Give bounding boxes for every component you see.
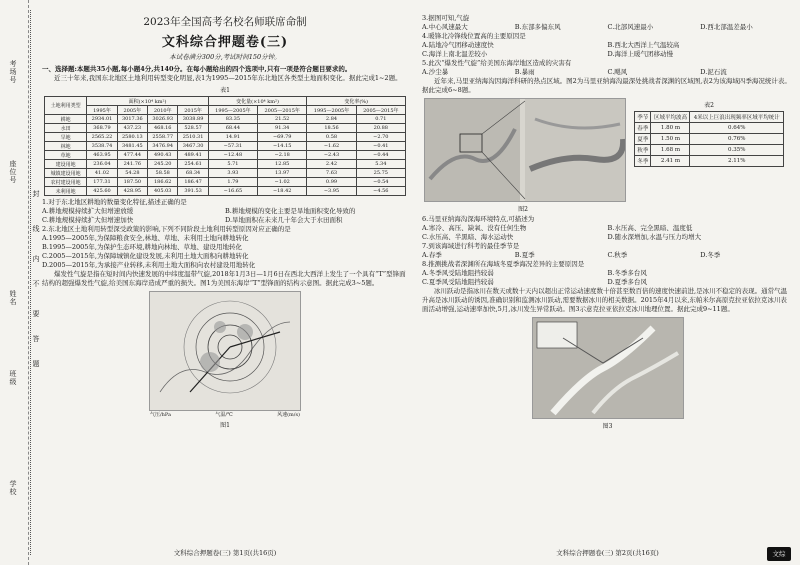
th-year: 2005年 xyxy=(117,106,147,115)
margin-label-name: 姓名 xyxy=(9,290,17,306)
legend-pressure: 气压/hPa xyxy=(150,412,172,418)
q7-options xyxy=(422,251,793,260)
table-cell: −3.95 xyxy=(307,187,356,196)
q1-options xyxy=(42,207,408,225)
table-cell: 2565.22 xyxy=(87,133,117,142)
q5-option[interactable]: A.沙尘暴 xyxy=(422,68,449,76)
table-cell: 0.99 xyxy=(307,178,356,187)
figure-2-row xyxy=(420,98,795,215)
q3-option[interactable]: A.中心风速最大 xyxy=(422,23,468,31)
table-row xyxy=(635,156,784,167)
cut-line xyxy=(30,10,39,555)
season-label: 夏季 xyxy=(635,134,651,145)
table-row xyxy=(45,178,406,187)
row-label: 草地 xyxy=(45,151,87,160)
exam-series-title: 2023年全国高考名校名师联席命制 xyxy=(143,16,307,28)
th-period: 2005—2015年 xyxy=(356,106,405,115)
figure-3-glacier-map xyxy=(532,317,684,419)
table-cell: 3026.93 xyxy=(148,115,178,124)
q1-stem: 1.对于东北地区耕地的数量变化特征,描述正确的是 xyxy=(42,198,187,206)
table-cell: 3476.94 xyxy=(148,142,178,151)
table-cell: −2.18 xyxy=(258,151,307,160)
table-cell: 1.50 m xyxy=(651,134,690,145)
table-row xyxy=(635,134,784,145)
q3-stem: 3.据图可知,气旋 xyxy=(422,14,470,22)
figure-1-caption: 图1 xyxy=(220,422,230,429)
q5-option[interactable]: B.暴雨 xyxy=(514,68,535,76)
table-cell: 368.79 xyxy=(87,124,117,133)
figure-2-block xyxy=(420,98,626,215)
table-cell: 477.44 xyxy=(117,151,147,160)
cut-char: 线 xyxy=(32,225,40,233)
table-cell: 7.63 xyxy=(307,169,356,178)
passage-1: 近三十年来,我国东北地区土地利用转型变化明显,表1为1995—2015年东北地区各类型土地面积变化。据此完成1~2题。 xyxy=(54,74,402,82)
table-cell: 428.95 xyxy=(117,187,147,196)
q8-option[interactable]: C.夏季风受陆地阻挡较弱 xyxy=(422,278,494,286)
legend-wind: 风速(m/s) xyxy=(277,412,300,418)
figure-3-caption: 图3 xyxy=(602,423,613,430)
th-area: 面积(×10⁴ km²) xyxy=(87,97,208,106)
t2-header: 区域平均波高 xyxy=(651,112,690,123)
trench-satellite-map xyxy=(425,99,625,201)
q6-stem: 6.马里亚纳海沟深海环境特点,可描述为 xyxy=(422,215,535,223)
passage-3: 近年来,马里亚纳海沟因海洋科研的热点区域。图2为马里亚纳海沟最深处挑战者深渊的区域图,表2为该海域四季海况统计表。据此完成6~8题。 xyxy=(422,77,791,94)
table-cell: 3538.74 xyxy=(87,142,117,151)
table2-caption: 表2 xyxy=(704,102,714,109)
q8-options xyxy=(422,269,793,287)
table-cell: −69.79 xyxy=(258,133,307,142)
table-cell: 2.11% xyxy=(690,156,784,167)
table-cell: −18.42 xyxy=(258,187,307,196)
margin-label-class: 班级 xyxy=(9,370,17,386)
table-cell: 1.80 m xyxy=(651,123,690,134)
row-label: 建设用地 xyxy=(45,160,87,169)
table-cell: 0.76% xyxy=(690,134,784,145)
q3-option[interactable]: D.西北部温差最小 xyxy=(700,23,753,31)
q6-option[interactable]: A.寒冷、高压、缺氧、没有任何生物 xyxy=(422,224,527,232)
table-cell: 245.20 xyxy=(148,160,178,169)
table-cell: −14.15 xyxy=(258,142,307,151)
q6-option[interactable]: C.水压高、半黑暗、海水运动快 xyxy=(422,233,514,241)
q4-stem: 4.暖锋北冷锋线位置高的主要原因是 xyxy=(422,32,526,40)
q4-option[interactable]: C.海洋上南北温差较小 xyxy=(422,50,488,58)
passage-2: 爆发性气旋是指在短时间内快速发展的中纬度温带气旋,2018年1月3日—1月6日在西北大西洋上发生了一个具有“T”型锋面结构的超强爆发性气旋,给美国东海岸造成严重的损失。图1为美国东海岸“T”型锋面的结构示意图。据此完成3~5题。 xyxy=(42,270,406,287)
table-cell: 391.53 xyxy=(178,187,208,196)
table-cell: 18.56 xyxy=(307,124,356,133)
q5-options xyxy=(422,68,793,77)
table-cell: 254.61 xyxy=(178,160,208,169)
table-row xyxy=(45,151,406,160)
table-cell: 1.68 m xyxy=(651,145,690,156)
q1-option[interactable]: B.耕地规模的变化主要是旱地面积变化导致的 xyxy=(225,207,356,215)
q2-stem: 2.东北地区土地利用转型深受政策的影响,下列不同阶段土地利用转型原因对应正确的是 xyxy=(42,225,291,233)
q7-stem: 7.到该海域进行科考的最佳季节是 xyxy=(422,242,520,250)
table-cell: 3467.30 xyxy=(178,142,208,151)
th-change: 变化量(×10⁴ km²) xyxy=(208,97,307,106)
table-cell: 425.60 xyxy=(87,187,117,196)
table-cell: 468.16 xyxy=(148,124,178,133)
cut-char: 题 xyxy=(32,360,40,368)
page-left xyxy=(40,0,410,565)
q5-option[interactable]: C.飓风 xyxy=(607,68,628,76)
table-cell: 20.88 xyxy=(356,124,405,133)
legend-temperature: 气温/℃ xyxy=(215,412,233,418)
table-cell: 437.23 xyxy=(117,124,147,133)
table-cell: 236.04 xyxy=(87,160,117,169)
row-label: 耕地 xyxy=(45,115,87,124)
table-cell: 58.58 xyxy=(148,169,178,178)
q2-option[interactable]: D.2005—2015年,为承接产业转移,未利用土地大面积向农村建设用地转化 xyxy=(42,261,256,269)
table-cell: 0.58 xyxy=(307,133,356,142)
q2-option[interactable]: C.2005—2015年,为保障城镇化建设发展,未利用土地大面积向耕地转化 xyxy=(42,252,249,260)
cut-char: 内 xyxy=(32,255,40,263)
th-rate: 变化率(%) xyxy=(307,97,406,106)
table-cell: 21.52 xyxy=(258,115,307,124)
q1-option[interactable]: C.耕地规模持续扩大但增速加快 xyxy=(42,216,134,224)
table-row xyxy=(635,145,784,156)
table-cell: 2934.01 xyxy=(87,115,117,124)
cyclone-contour-map xyxy=(150,292,300,410)
q5-stem: 5.此次“爆发性气旋”给美国东海岸地区造成的灾害有 xyxy=(422,59,572,67)
q6-options xyxy=(422,224,793,242)
figure-1-legend xyxy=(150,411,300,418)
table-cell: 3038.89 xyxy=(178,115,208,124)
q3-option[interactable]: C.北部风速最小 xyxy=(607,23,654,31)
figure-2-trench-map xyxy=(424,98,626,202)
table-cell: 177.31 xyxy=(87,178,117,187)
cut-char: 答 xyxy=(32,335,40,343)
margin-label-school: 学校 xyxy=(9,480,17,496)
table-cell: 14.91 xyxy=(208,133,257,142)
q4-option[interactable]: A.陆地冷气团移动速度快 xyxy=(422,41,494,49)
table-row xyxy=(45,115,406,124)
table-cell: 186.47 xyxy=(178,178,208,187)
q7-option[interactable]: B.夏季 xyxy=(514,251,535,259)
q2-options xyxy=(42,234,408,270)
q6-option[interactable]: B.水压高、完全黑暗、温度低 xyxy=(607,224,693,232)
sea-state-table xyxy=(634,111,784,167)
q3-options xyxy=(422,23,793,32)
table1-caption: 表1 xyxy=(220,87,230,94)
row-label: 水田 xyxy=(45,124,87,133)
table-cell: −0.44 xyxy=(356,151,405,160)
figure-2-caption: 图2 xyxy=(518,206,528,213)
table-cell: 25.75 xyxy=(356,169,405,178)
section-heading: 一、选择题:本题共35小题,每小题4分,共140分。在每小题给出的四个选项中,只有一项是符合题目要求的。 xyxy=(42,65,352,73)
table-cell: 2.41 m xyxy=(651,156,690,167)
table-cell: −0.54 xyxy=(356,178,405,187)
table-cell: −12.48 xyxy=(208,151,257,160)
q8-option[interactable]: B.冬季多台风 xyxy=(607,269,647,277)
table-cell: 241.76 xyxy=(117,160,147,169)
table-cell: 2580.13 xyxy=(117,133,147,142)
table-row xyxy=(45,133,406,142)
season-label: 秋季 xyxy=(635,145,651,156)
table-cell: 41.02 xyxy=(87,169,117,178)
glacier-satellite-map xyxy=(533,318,683,418)
q8-stem: 8.推测挑战者深渊所在海域冬夏季海况差异的主要原因是 xyxy=(422,260,585,268)
cut-char: 不 xyxy=(32,280,40,288)
q1-option[interactable]: A.耕地规模持续扩大但增速放缓 xyxy=(42,207,134,215)
table-cell: −16.65 xyxy=(208,187,257,196)
table-cell: 2510.31 xyxy=(178,133,208,142)
q8-option[interactable]: D.夏季多台风 xyxy=(607,278,648,286)
q1-option[interactable]: D.旱地面积在未来几十年会大于水田面积 xyxy=(225,216,343,224)
table-cell: 463.95 xyxy=(87,151,117,160)
binding-margin xyxy=(0,0,29,565)
exam-title: 文科综合押题卷(三) xyxy=(161,35,289,50)
q2-option[interactable]: B.1995—2005年,为保护生态环境,耕地向林地、草地、建设用地转化 xyxy=(42,243,243,251)
table-cell: 0.35% xyxy=(690,145,784,156)
q8-option[interactable]: A.冬季风受陆地阻挡较弱 xyxy=(422,269,494,277)
th-period: 1995—2005年 xyxy=(208,106,257,115)
table-cell: 54.28 xyxy=(117,169,147,178)
exam-note: 本试卷满分300分,考试时间150分钟。 xyxy=(169,53,281,61)
th-period: 1995—2005年 xyxy=(307,106,356,115)
table-cell: 12.85 xyxy=(258,160,307,169)
table-cell: 2.42 xyxy=(307,160,356,169)
q5-option[interactable]: D.泥石流 xyxy=(700,68,727,76)
q7-option[interactable]: D.冬季 xyxy=(700,251,721,259)
table-cell: −1.02 xyxy=(258,178,307,187)
table-cell: 5.34 xyxy=(356,160,405,169)
th-year: 2010年 xyxy=(148,106,178,115)
margin-label-seat: 座位号 xyxy=(9,160,17,184)
table-cell: 2.84 xyxy=(307,115,356,124)
table-row xyxy=(45,124,406,133)
table-cell: 0.71 xyxy=(356,115,405,124)
page-right xyxy=(420,0,795,565)
q4-options xyxy=(422,41,793,59)
table-cell: 13.97 xyxy=(258,169,307,178)
th-type: 土地利用类型 xyxy=(45,97,87,115)
table-cell: 490.43 xyxy=(148,151,178,160)
table-cell: 2558.77 xyxy=(148,133,178,142)
footer-right: 文科综合押题卷(三) 第2页(共16页) xyxy=(556,549,659,557)
table-cell: 1.79 xyxy=(208,178,257,187)
row-label: 未利用地 xyxy=(45,187,87,196)
table-cell: 0.64% xyxy=(690,123,784,134)
table-row xyxy=(45,160,406,169)
table-cell: 68.34 xyxy=(178,169,208,178)
table-cell: 405.03 xyxy=(148,187,178,196)
table-cell: 489.41 xyxy=(178,151,208,160)
season-label: 冬季 xyxy=(635,156,651,167)
table-row xyxy=(45,142,406,151)
figure-1-weather-map xyxy=(149,291,301,411)
q4-option[interactable]: D.海洋上暖气团移动慢 xyxy=(607,50,674,58)
table-cell: 3.93 xyxy=(208,169,257,178)
land-use-table xyxy=(44,96,406,196)
passage-4: 冰川跃动是指冰川在数天或数十天内以超出正常运动速度数十倍甚至数百倍的速度快速前进,是冰川不稳定的表现。通常气温升高是冰川跃动的诱因,准确识别和监测冰川跃动,需要数据冰川的相关数据。2015年4月以来,东帕米尔高原克拉亚依拉克冰川表面活动增强,运动速率加快,5月,冰川发生异常跃动。图3示意克拉亚依拉克冰川地理位置。据此完成9~11题。 xyxy=(422,287,788,313)
row-label: 农村建设用地 xyxy=(45,178,87,187)
table-cell: −2.43 xyxy=(307,151,356,160)
table-cell: 5.71 xyxy=(208,160,257,169)
table-cell: −4.56 xyxy=(356,187,405,196)
th-year: 2015年 xyxy=(178,106,208,115)
table-cell: −57.31 xyxy=(208,142,257,151)
table-cell: 3481.45 xyxy=(117,142,147,151)
q3-option[interactable]: B.东部多偏东风 xyxy=(514,23,561,31)
table-cell: −0.41 xyxy=(356,142,405,151)
cut-char: 要 xyxy=(32,310,40,318)
q6-option[interactable]: D.随水深增加,水温与压力均增大 xyxy=(607,233,702,241)
footer-left: 文科综合押题卷(三) 第1页(共16页) xyxy=(173,549,277,557)
q7-option[interactable]: C.秋季 xyxy=(607,251,628,259)
table-cell: 186.62 xyxy=(148,178,178,187)
table-cell: 68.44 xyxy=(208,124,257,133)
table-row xyxy=(635,123,784,134)
row-label: 城镇建设用地 xyxy=(45,169,87,178)
th-year: 1995年 xyxy=(87,106,117,115)
margin-label-exam-room: 考场号 xyxy=(9,60,17,84)
q7-option[interactable]: A.春季 xyxy=(422,251,442,259)
t2-header: 4米以上巨浪出现频率区域平均统计 xyxy=(690,112,784,123)
table-cell: 83.35 xyxy=(208,115,257,124)
table-cell: 528.57 xyxy=(178,124,208,133)
table-row xyxy=(45,169,406,178)
season-label: 春季 xyxy=(635,123,651,134)
t2-header: 季节 xyxy=(635,112,651,123)
table-cell: 91.34 xyxy=(258,124,307,133)
table-row xyxy=(45,187,406,196)
subject-stamp: 文综 xyxy=(767,547,791,561)
table2-block xyxy=(634,98,784,167)
table-cell: −1.62 xyxy=(307,142,356,151)
row-label: 林地 xyxy=(45,142,87,151)
cut-char: 封 xyxy=(32,190,40,198)
table-cell: 187.50 xyxy=(117,178,147,187)
row-label: 旱地 xyxy=(45,133,87,142)
th-period: 2005—2015年 xyxy=(258,106,307,115)
table-cell: 3017.36 xyxy=(117,115,147,124)
table-cell: −2.70 xyxy=(356,133,405,142)
q4-option[interactable]: B.西北大西洋上气温较高 xyxy=(607,41,680,49)
q2-option[interactable]: A.1995—2005年,为保障粮食安全,林地、草地、未利用土地向耕地转化 xyxy=(42,234,249,242)
